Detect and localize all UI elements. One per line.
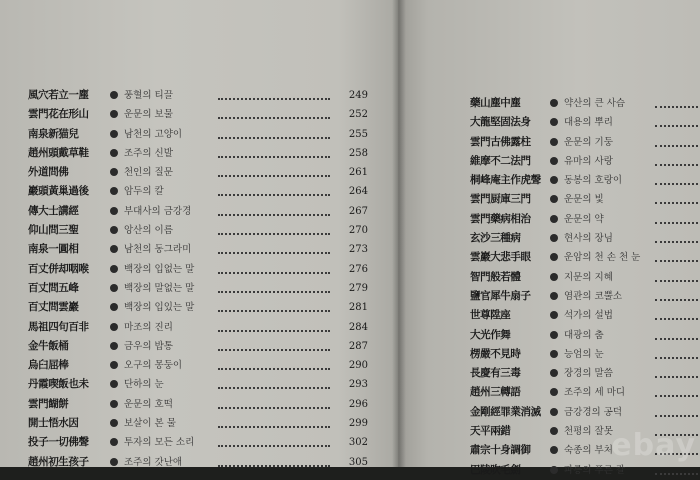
bullet-icon [110, 245, 118, 253]
toc-entry-korean: 금강경의 공덕 [564, 406, 623, 418]
bullet-icon [550, 446, 558, 454]
bullet-icon [550, 176, 558, 184]
toc-entry [28, 453, 368, 472]
toc-entry-korean: 염관의 코뿔소 [564, 290, 623, 302]
toc-entry [470, 461, 698, 480]
toc-entry-title: 仰山問三聖 [28, 224, 79, 237]
toc-entry-title: 巴陵吹毛劍 [470, 463, 521, 476]
toc-entry-page: 279 [348, 282, 368, 294]
dot-leader [218, 310, 330, 312]
bullet-icon [110, 207, 118, 215]
toc-entry-title: 鹽官犀牛扇子 [470, 289, 531, 302]
toc-entry [28, 318, 368, 337]
toc-entry-title: 外道問佛 [28, 166, 69, 179]
toc-entry-page: 305 [348, 456, 368, 468]
dot-leader [655, 183, 698, 185]
toc-entry-title: 金剛經罪業消滅 [470, 405, 541, 418]
dot-leader [218, 137, 330, 139]
toc-entry-korean: 암두의 칼 [124, 186, 164, 198]
toc-entry [28, 279, 368, 298]
bullet-icon [550, 388, 558, 396]
bullet-icon [550, 157, 558, 165]
toc-entry [28, 221, 368, 240]
toc-entry [470, 383, 698, 402]
bullet-icon [110, 458, 118, 466]
dot-leader [655, 260, 698, 262]
bullet-icon [550, 118, 558, 126]
dot-leader [218, 252, 330, 254]
toc-entry-page: 299 [348, 418, 368, 430]
toc-entry-title: 開士悟水因 [28, 417, 79, 430]
dot-leader [655, 241, 698, 243]
bullet-icon [550, 273, 558, 281]
toc-entry-korean: 운문의 약 [564, 213, 604, 225]
dot-leader [655, 145, 698, 147]
toc-entry [28, 375, 368, 394]
toc-entry-title: 雲門餬餅 [28, 397, 69, 410]
right-toc-list [470, 94, 698, 480]
toc-entry-page: 290 [348, 360, 368, 372]
bullet-icon [550, 138, 558, 146]
toc-entry-title: 雲門藥病相治 [470, 212, 531, 225]
toc-entry [28, 105, 368, 124]
toc-entry-korean: 백장의 입없는 말 [124, 263, 195, 275]
bullet-icon [110, 323, 118, 331]
toc-entry [28, 182, 368, 201]
dot-leader [218, 291, 330, 293]
toc-entry-title: 肅宗十身調御 [470, 444, 531, 457]
toc-entry-title: 大光作舞 [470, 328, 511, 341]
toc-entry-korean: 지문의 지혜 [564, 271, 613, 283]
toc-entry-title: 巖頭黃巢過後 [28, 185, 89, 198]
dot-leader [218, 330, 330, 332]
toc-entry [470, 133, 698, 152]
dot-leader [218, 194, 330, 196]
toc-entry-title: 長慶有三毒 [470, 367, 521, 380]
toc-entry [28, 260, 368, 279]
bullet-icon [110, 91, 118, 99]
toc-entry [470, 306, 698, 325]
bullet-icon [550, 331, 558, 339]
toc-entry-korean: 풍혈의 티끌 [124, 90, 173, 101]
toc-entry [28, 125, 368, 144]
toc-entry-korean: 대용의 뿌리 [564, 117, 613, 129]
toc-entry [28, 202, 368, 221]
toc-entry-page: 296 [348, 398, 368, 410]
bullet-icon [550, 350, 558, 358]
toc-entry-page: 255 [348, 128, 368, 140]
bullet-icon [550, 427, 558, 435]
toc-entry [470, 171, 698, 190]
dot-leader [218, 445, 330, 447]
dot-leader [655, 106, 698, 108]
toc-entry-title: 藥山塵中塵 [470, 97, 521, 109]
dot-leader [655, 376, 698, 378]
bullet-icon [550, 292, 558, 300]
toc-entry-page: 302 [348, 437, 368, 449]
toc-entry-title: 天平兩錯 [470, 425, 511, 438]
toc-entry [28, 86, 368, 105]
toc-entry [470, 326, 698, 345]
toc-entry-title: 楞嚴不見時 [470, 347, 521, 360]
toc-entry [470, 113, 698, 132]
toc-entry-korean: 금우의 밥통 [124, 340, 173, 352]
toc-entry-page: 284 [348, 321, 368, 333]
bullet-icon [550, 466, 558, 474]
toc-entry-title: 雲門花在形山 [28, 108, 89, 121]
toc-entry-korean: 장경의 말씀 [564, 368, 613, 380]
bullet-icon [110, 265, 118, 273]
dot-leader [218, 98, 330, 100]
toc-entry-korean: 대광의 춤 [564, 329, 604, 341]
bullet-icon [550, 408, 558, 416]
toc-entry [470, 152, 698, 171]
dot-leader [655, 222, 698, 224]
bullet-icon [550, 234, 558, 242]
toc-entry-page: 276 [348, 263, 368, 275]
toc-entry [28, 433, 368, 452]
dot-leader [655, 125, 698, 127]
bullet-icon [550, 215, 558, 223]
toc-entry-korean: 천인의 질문 [124, 167, 173, 179]
toc-entry [470, 248, 698, 267]
dot-leader [218, 156, 330, 158]
toc-entry [470, 287, 698, 306]
toc-entry [470, 94, 698, 113]
bullet-icon [550, 99, 558, 107]
dot-leader [655, 473, 698, 475]
toc-entry-page: 281 [348, 302, 368, 314]
toc-entry-title: 雲門厨庫三門 [470, 193, 531, 206]
toc-entry [28, 356, 368, 375]
toc-entry-title: 雲巖大悲手眼 [470, 251, 531, 264]
dot-leader [655, 357, 698, 359]
toc-entry [28, 395, 368, 414]
toc-entry-korean: 운문의 보물 [124, 109, 173, 121]
bullet-icon [110, 419, 118, 427]
dot-leader [655, 415, 698, 417]
bullet-icon [110, 438, 118, 446]
toc-entry-korean: 석가의 설법 [564, 310, 613, 322]
toc-entry-korean: 마조의 진리 [124, 321, 173, 333]
bullet-icon [550, 195, 558, 203]
bullet-icon [110, 284, 118, 292]
toc-entry-korean: 조주의 갓난애 [124, 456, 183, 468]
toc-entry-korean: 백장의 말없는 말 [124, 282, 195, 294]
dot-leader [218, 465, 330, 467]
toc-entry-korean: 오구의 몽둥이 [124, 360, 183, 372]
toc-entry-title: 南泉新猫兒 [28, 127, 79, 140]
toc-entry-korean: 부대사의 금강경 [124, 205, 192, 217]
toc-entry [470, 190, 698, 209]
toc-entry-korean: 동봉의 호랑이 [564, 175, 623, 187]
toc-entry-korean: 숙종의 부처 [564, 445, 613, 457]
toc-entry-korean: 조주의 세 마디 [564, 387, 626, 399]
toc-entry-page: 293 [348, 379, 368, 391]
bullet-icon [550, 311, 558, 319]
dot-leader [655, 164, 698, 166]
bullet-icon [110, 168, 118, 176]
toc-entry [470, 268, 698, 287]
toc-entry-title: 傳大士講經 [28, 204, 79, 217]
toc-entry-title: 趙州初生孩子 [28, 455, 89, 468]
toc-entry-title: 維摩不二法門 [470, 154, 531, 167]
bullet-icon [110, 400, 118, 408]
bullet-icon [110, 187, 118, 195]
toc-entry [28, 414, 368, 433]
dot-leader [218, 117, 330, 119]
toc-entry [470, 364, 698, 383]
toc-entry-korean: 운문의 빛 [564, 194, 604, 206]
toc-entry-korean: 백장의 입있는 말 [124, 302, 195, 314]
toc-entry-korean: 보살이 본 물 [124, 418, 176, 430]
toc-entry-korean: 능엄의 눈 [564, 348, 604, 360]
dot-leader [655, 299, 698, 301]
bullet-icon [550, 369, 558, 377]
dot-leader [218, 349, 330, 351]
dot-leader [655, 395, 698, 397]
toc-entry-title: 風穴若立一塵 [28, 89, 89, 101]
toc-entry-title: 百丈問雲巖 [28, 301, 79, 314]
toc-entry-title: 大龍堅固法身 [470, 116, 531, 129]
toc-entry-korean: 투자의 모든 소리 [124, 437, 195, 449]
toc-entry-title: 桐峰庵主作虎聲 [470, 174, 541, 187]
toc-entry-korean: 현사의 장님 [564, 233, 613, 245]
dot-leader [218, 233, 330, 235]
toc-entry-title: 趙州頭戴草鞋 [28, 146, 89, 159]
toc-entry-page: 270 [348, 225, 368, 237]
dot-leader [655, 280, 698, 282]
toc-entry [28, 337, 368, 356]
bullet-icon [110, 361, 118, 369]
toc-entry-title: 金牛飯桶 [28, 339, 69, 352]
toc-entry-page: 258 [348, 147, 368, 159]
toc-entry [28, 298, 368, 317]
dot-leader [218, 426, 330, 428]
toc-entry-korean: 남천의 고양이 [124, 128, 183, 140]
toc-entry-title: 智門般若體 [470, 270, 521, 283]
toc-entry-page: 264 [348, 186, 368, 198]
toc-entry [470, 229, 698, 248]
toc-entry-korean: 운문의 기둥 [564, 136, 613, 148]
toc-entry-page: 273 [348, 244, 368, 256]
dot-leader [218, 272, 330, 274]
toc-entry-page: 261 [348, 167, 368, 179]
toc-entry [470, 345, 698, 364]
toc-entry-title: 投子一切佛聲 [28, 436, 89, 449]
bullet-icon [550, 253, 558, 261]
toc-entry-title: 世尊陞座 [470, 309, 511, 322]
left-toc-list [28, 86, 368, 472]
toc-entry-korean: 유마의 사랑 [564, 155, 613, 167]
dot-leader [218, 368, 330, 370]
bullet-icon [110, 110, 118, 118]
toc-entry-title: 百丈併却咽喉 [28, 262, 89, 275]
toc-entry-korean: 조주의 신발 [124, 147, 173, 159]
dot-leader [218, 175, 330, 177]
bullet-icon [110, 130, 118, 138]
toc-entry-page: 249 [348, 90, 368, 101]
right-page [398, 0, 700, 476]
toc-entry-korean: 약산의 큰 사슴 [564, 98, 626, 109]
toc-entry-title: 馬祖四句百非 [28, 320, 89, 333]
toc-entry-korean: 운암의 천 손 천 눈 [564, 252, 641, 264]
toc-entry-title: 烏臼屈棒 [28, 359, 69, 372]
dot-leader [218, 407, 330, 409]
dot-leader [218, 387, 330, 389]
toc-entry-title: 雲門古佛露柱 [470, 135, 531, 148]
toc-entry-title: 趙州三轉語 [470, 386, 521, 399]
dot-leader [655, 338, 698, 340]
toc-entry-page: 287 [348, 340, 368, 352]
bullet-icon [110, 380, 118, 388]
toc-entry-title: 玄沙三種病 [470, 232, 521, 245]
toc-entry-page: 252 [348, 109, 368, 121]
toc-entry-korean: 단하의 눈 [124, 379, 164, 391]
bullet-icon [110, 303, 118, 311]
toc-entry [28, 144, 368, 163]
toc-entry [470, 210, 698, 229]
toc-entry-title: 南泉一圓相 [28, 243, 79, 256]
watermark: ebay [611, 428, 696, 463]
toc-entry [470, 403, 698, 422]
toc-entry-page: 267 [348, 205, 368, 217]
bullet-icon [110, 149, 118, 157]
dot-leader [218, 214, 330, 216]
dot-leader [655, 202, 698, 204]
dot-leader [655, 318, 698, 320]
toc-entry-korean: 앙산의 이름 [124, 225, 173, 237]
toc-entry [28, 163, 368, 182]
toc-entry-korean: 운문의 호떡 [124, 398, 173, 410]
bullet-icon [110, 226, 118, 234]
toc-entry-korean: 남천의 동그라미 [124, 244, 192, 256]
book-gutter [392, 0, 406, 467]
toc-entry [28, 240, 368, 259]
bullet-icon [110, 342, 118, 350]
toc-entry-korean: 천평의 잘못 [564, 426, 613, 438]
toc-entry-title: 百丈問五峰 [28, 281, 79, 294]
toc-entry-korean: 파릉의 푸른 칼 [564, 464, 626, 476]
toc-entry-title: 丹霞喫飯也未 [28, 378, 89, 391]
